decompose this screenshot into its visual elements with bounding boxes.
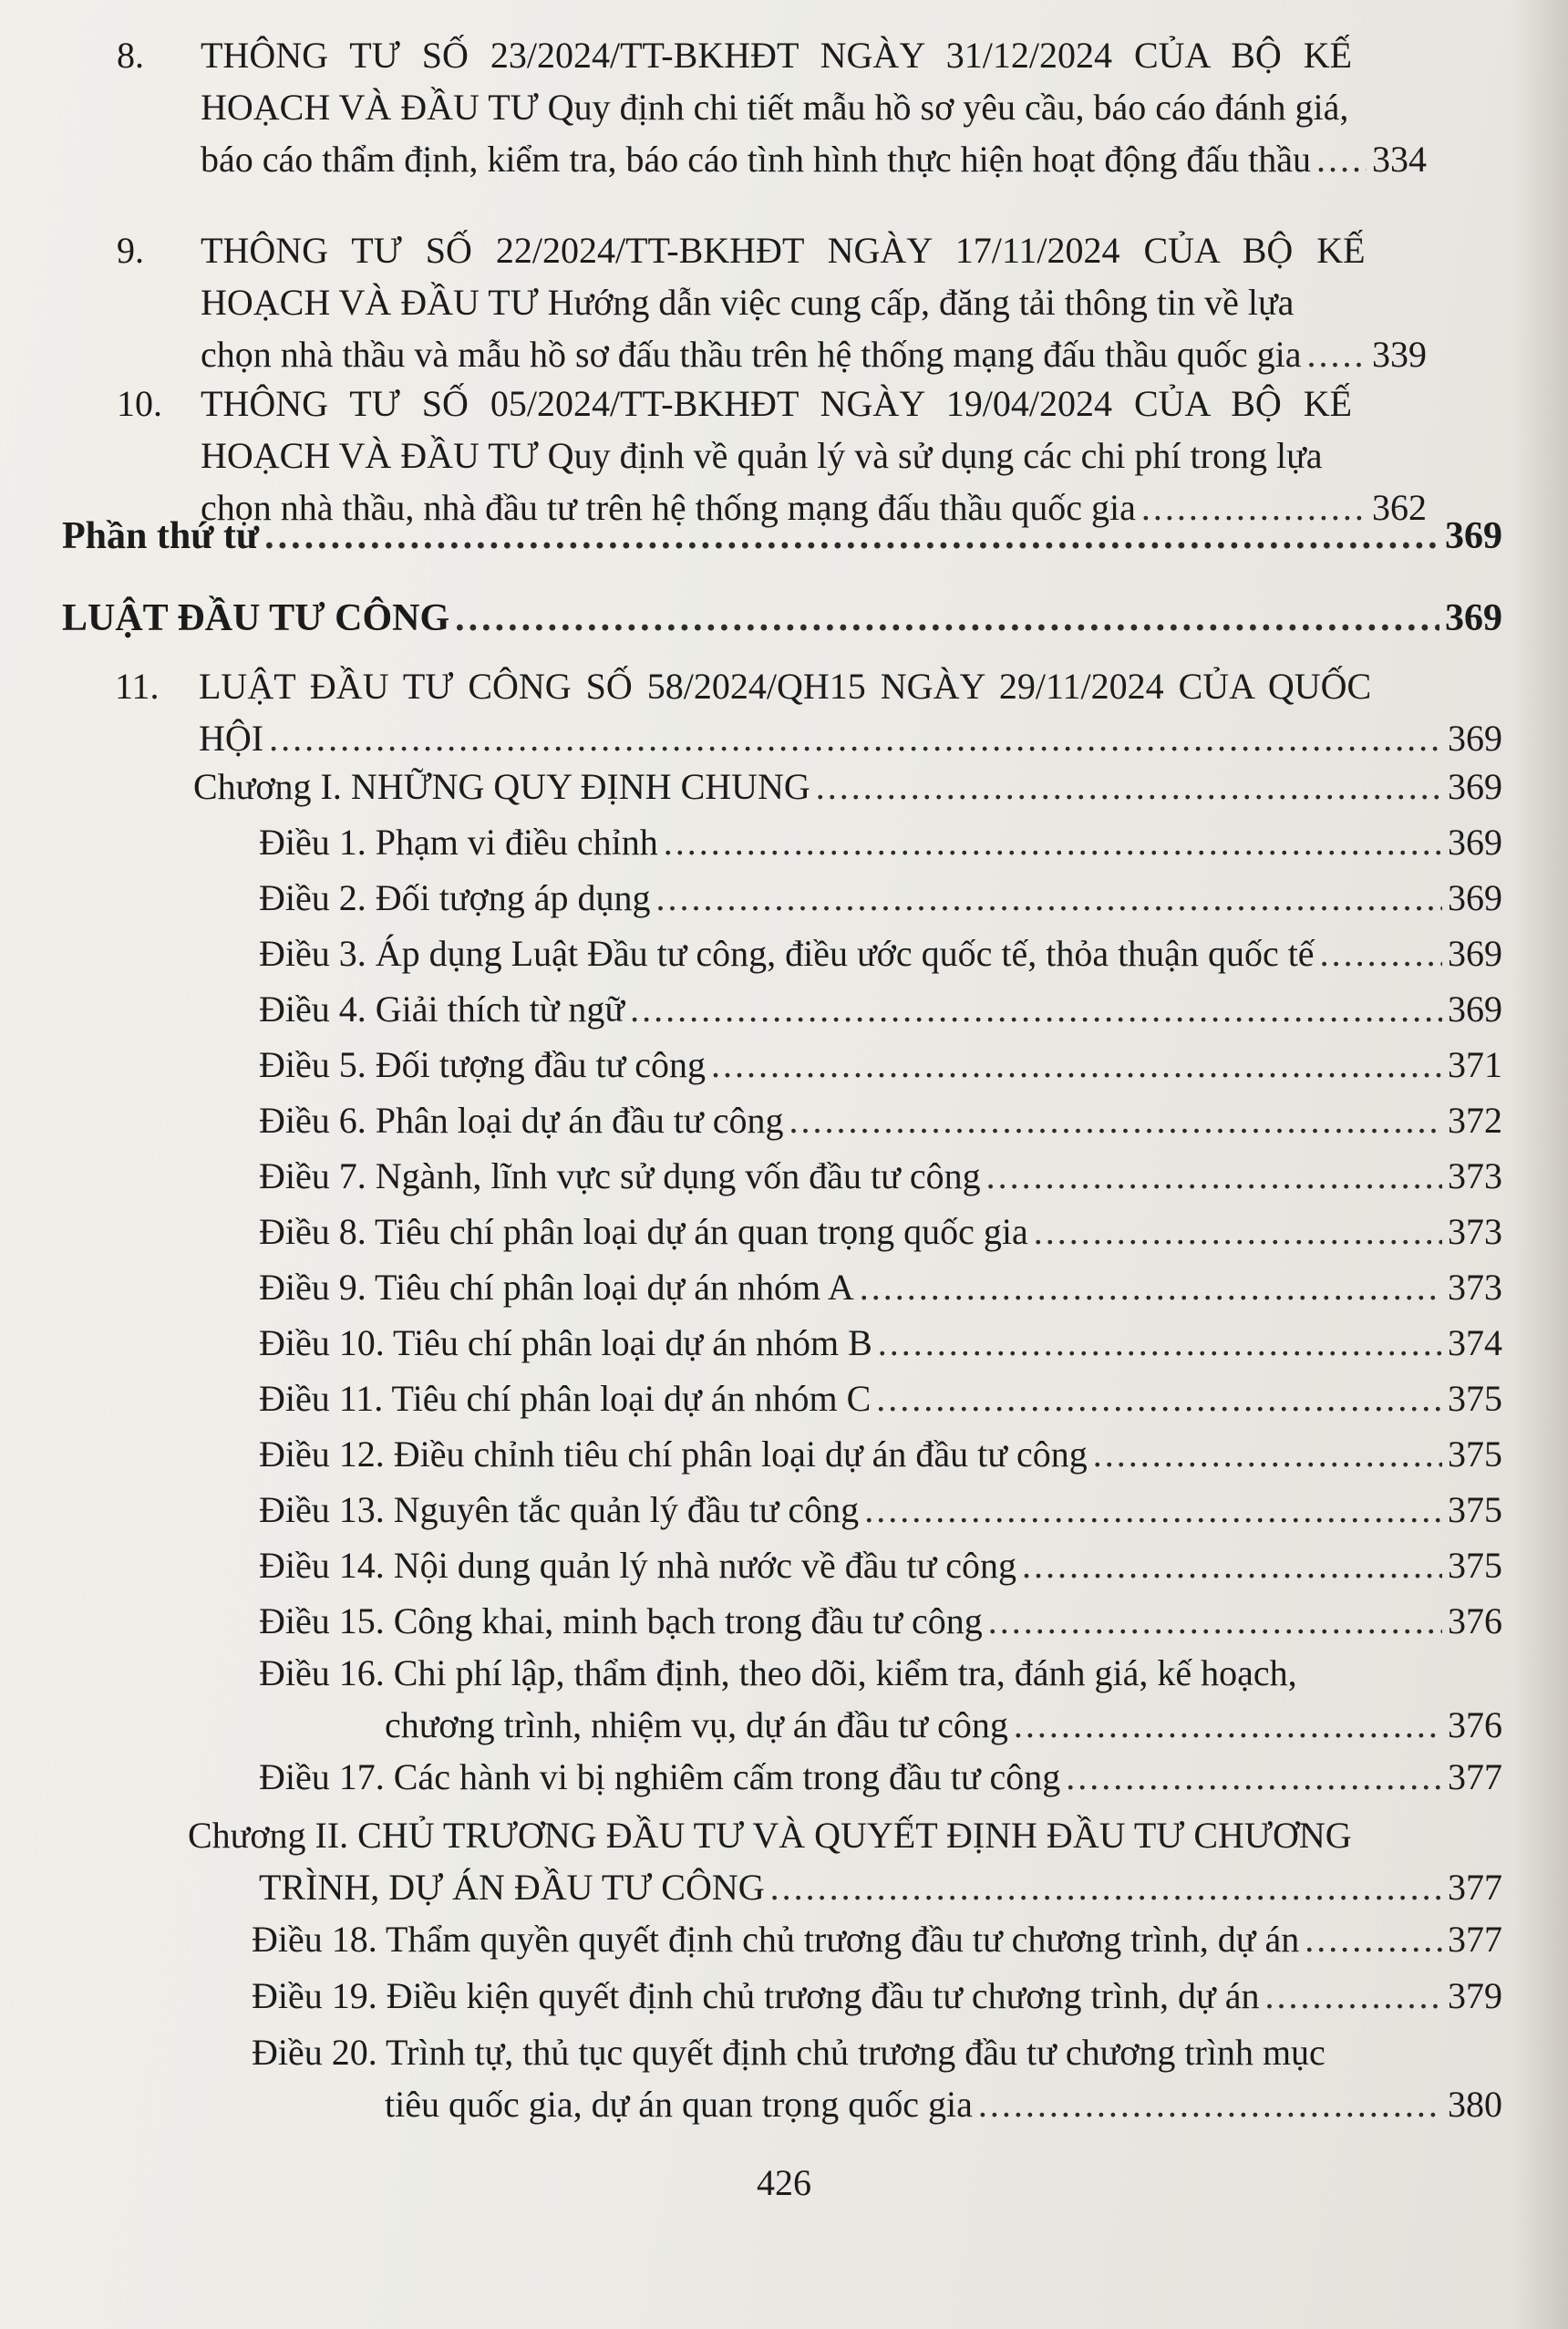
entry-line-2: HỘI [199, 718, 264, 759]
page-number: 374 [1448, 1322, 1502, 1363]
toc-article [259, 927, 1502, 983]
page-number: 377 [1448, 1867, 1502, 1908]
dot-leader [1320, 927, 1442, 979]
article-title: Điều 15. Công khai, minh bạch trong đầu tư công [259, 1600, 983, 1641]
page-number: 371 [1448, 1044, 1502, 1085]
law-title: LUẬT ĐẦU TƯ CÔNG [62, 597, 450, 639]
dot-leader [630, 983, 1442, 1035]
footer-page-number: 426 [757, 2162, 811, 2203]
article-title: Điều 1. Phạm vi điều chỉnh [259, 822, 658, 863]
article-line-2: chương trình, nhiệm vụ, dự án đầu tư công [385, 1704, 1008, 1745]
entry-line-1: THÔNG TƯ SỐ 22/2024/TT-BKHĐT NGÀY 17/11/2024 CỦA BỘ KẾ [201, 230, 1366, 271]
dot-leader [816, 761, 1442, 813]
page-number: 373 [1448, 1155, 1502, 1196]
toc-article [252, 1970, 1502, 2026]
dot-leader [711, 1039, 1442, 1091]
page-number: 377 [1448, 1756, 1502, 1797]
toc-chapter-2 [188, 1809, 1502, 1913]
dot-leader [1066, 1751, 1442, 1803]
dot-leader [1022, 1539, 1442, 1591]
dot-leader [878, 1317, 1442, 1369]
dot-leader [664, 816, 1442, 868]
page-number: 376 [1448, 1600, 1502, 1641]
page-number: 375 [1448, 1489, 1502, 1530]
toc-law-heading [62, 593, 1502, 645]
entry-line-3: chọn nhà thầu và mẫu hồ sơ đấu thầu trên hệ thống mạng đấu thầu quốc gia [201, 334, 1302, 375]
dot-leader [864, 1484, 1442, 1536]
dot-leader [455, 593, 1439, 645]
article-title: Điều 8. Tiêu chí phân loại dự án quan trọng quốc gia [259, 1211, 1028, 1252]
article-title: Điều 7. Ngành, lĩnh vực sử dụng vốn đầu tư công [259, 1155, 981, 1196]
toc-article-16 [259, 1647, 1502, 1751]
page-number: 369 [1448, 718, 1502, 759]
page-number: 380 [1448, 2084, 1502, 2125]
page-number: 376 [1448, 1704, 1502, 1745]
page-number: 369 [1448, 933, 1502, 974]
article-line-1: Điều 20. Trình tự, thủ tục quyết định chủ trương đầu tư chương trình mục [252, 2032, 1326, 2073]
page-number: 339 [1372, 334, 1427, 375]
toc-article [259, 1372, 1502, 1428]
page-number: 372 [1448, 1100, 1502, 1141]
article-line-1: Điều 16. Chi phí lập, thẩm định, theo dõi, kiểm tra, đánh giá, kế hoạch, [259, 1652, 1297, 1693]
part-title: Phần thứ tư [62, 515, 260, 557]
dot-leader [988, 1595, 1442, 1647]
toc-article [259, 816, 1502, 872]
toc-entry-8 [117, 29, 1427, 185]
dot-leader [1093, 1428, 1442, 1480]
dot-leader [1316, 133, 1367, 185]
article-title: Điều 9. Tiêu chí phân loại dự án nhóm A [259, 1267, 854, 1308]
article-title: Điều 4. Giải thích từ ngữ [259, 989, 625, 1030]
dot-leader [264, 511, 1439, 563]
toc-article [259, 1428, 1502, 1484]
chapter-line-2: TRÌNH, DỰ ÁN ĐẦU TƯ CÔNG [259, 1867, 765, 1908]
page-number: 369 [1445, 597, 1502, 639]
dot-leader [269, 712, 1442, 764]
entry-number: 11. [115, 666, 160, 707]
dot-leader [1307, 328, 1367, 380]
toc-article [259, 1484, 1502, 1539]
toc-article [259, 872, 1502, 927]
page-number: 377 [1448, 1919, 1502, 1960]
toc-article [259, 1539, 1502, 1595]
entry-number: 10. [117, 383, 162, 424]
toc-entry-9 [117, 224, 1427, 380]
dot-leader [789, 1094, 1442, 1146]
toc-article [259, 1261, 1502, 1317]
toc-article [252, 1913, 1502, 1970]
entry-line-2: HOẠCH VÀ ĐẦU TƯ Quy định chi tiết mẫu hồ sơ yêu cầu, báo cáo đánh giá, [201, 87, 1349, 128]
dot-leader [770, 1861, 1442, 1913]
page-number: 362 [1372, 487, 1427, 528]
page-number: 369 [1448, 989, 1502, 1030]
dot-leader [876, 1372, 1442, 1424]
toc-part-4 [62, 511, 1502, 563]
page-number: 375 [1448, 1545, 1502, 1586]
toc-article-list-2 [252, 1913, 1502, 2026]
page-number: 375 [1448, 1434, 1502, 1475]
chapter-title: Chương I. NHỮNG QUY ĐỊNH CHUNG [193, 766, 810, 807]
page-number: 334 [1372, 139, 1427, 180]
dot-leader [1265, 1970, 1443, 2022]
article-title: Điều 11. Tiêu chí phân loại dự án nhóm C [259, 1378, 872, 1419]
page-number: 369 [1445, 515, 1502, 557]
article-title: Điều 19. Điều kiện quyết định chủ trương đầu tư chương trình, dự án [252, 1975, 1260, 2016]
dot-leader [860, 1261, 1442, 1313]
page-number: 373 [1448, 1211, 1502, 1252]
toc-article [259, 1595, 1502, 1651]
dot-leader [655, 872, 1442, 924]
article-title: Điều 18. Thẩm quyền quyết định chủ trương đầu tư chương trình, dự án [252, 1919, 1300, 1960]
dot-leader [1034, 1206, 1442, 1258]
entry-number: 9. [117, 230, 144, 271]
toc-article-17 [259, 1751, 1502, 1803]
page-number: 375 [1448, 1378, 1502, 1419]
dot-leader [1305, 1913, 1442, 1965]
toc-article [259, 1039, 1502, 1094]
toc-article [259, 1094, 1502, 1150]
toc-article [259, 983, 1502, 1039]
chapter-line-1: Chương II. CHỦ TRƯƠNG ĐẦU TƯ VÀ QUYẾT ĐỊNH ĐẦU TƯ CHƯƠNG [188, 1815, 1352, 1856]
toc-chapter-1 [193, 761, 1502, 813]
dot-leader [978, 2078, 1442, 2130]
toc-article-20 [252, 2026, 1502, 2130]
toc-article-list [259, 816, 1502, 1651]
entry-line-2: HOẠCH VÀ ĐẦU TƯ Hướng dẫn việc cung cấp, đăng tải thông tin về lựa [201, 282, 1295, 323]
toc-entry-11 [115, 660, 1502, 764]
entry-line-3: báo cáo thẩm định, kiểm tra, báo cáo tình hình thực hiện hoạt động đấu thầu [201, 139, 1312, 180]
toc-article [259, 1206, 1502, 1261]
entry-line-1: THÔNG TƯ SỐ 23/2024/TT-BKHĐT NGÀY 31/12/2024 CỦA BỘ KẾ [201, 35, 1353, 76]
entry-line-1: LUẬT ĐẦU TƯ CÔNG SỐ 58/2024/QH15 NGÀY 29/11/2024 CỦA QUỐC [199, 666, 1372, 707]
page-number: 373 [1448, 1267, 1502, 1308]
dot-leader [1014, 1699, 1442, 1751]
article-line-2: tiêu quốc gia, dự án quan trọng quốc gia [385, 2084, 973, 2125]
page-number: 369 [1448, 822, 1502, 863]
entry-line-3: chọn nhà thầu, nhà đầu tư trên hệ thống mạng đấu thầu quốc gia [201, 487, 1136, 528]
page-number: 379 [1448, 1975, 1502, 2016]
article-title: Điều 14. Nội dung quản lý nhà nước về đầu tư công [259, 1545, 1017, 1586]
article-title: Điều 12. Điều chỉnh tiêu chí phân loại dự án đầu tư công [259, 1434, 1088, 1475]
entry-line-1: THÔNG TƯ SỐ 05/2024/TT-BKHĐT NGÀY 19/04/2024 CỦA BỘ KẾ [201, 383, 1353, 424]
article-title: Điều 17. Các hành vi bị nghiêm cấm trong đầu tư công [259, 1756, 1061, 1797]
entry-line-2: HOẠCH VÀ ĐẦU TƯ Quy định về quản lý và sử dụng các chi phí trong lựa [201, 435, 1323, 476]
article-title: Điều 5. Đối tượng đầu tư công [259, 1044, 706, 1085]
page-number: 369 [1448, 766, 1502, 807]
toc-article [259, 1317, 1502, 1372]
entry-number: 8. [117, 35, 144, 76]
page-number: 369 [1448, 877, 1502, 918]
article-title: Điều 10. Tiêu chí phân loại dự án nhóm B [259, 1322, 872, 1363]
article-title: Điều 13. Nguyên tắc quản lý đầu tư công [259, 1489, 860, 1530]
article-title: Điều 6. Phân loại dự án đầu tư công [259, 1100, 784, 1141]
article-title: Điều 2. Đối tượng áp dụng [259, 877, 651, 918]
article-title: Điều 3. Áp dụng Luật Đầu tư công, điều ước quốc tế, thỏa thuận quốc tế [259, 933, 1315, 974]
toc-article [259, 1150, 1502, 1206]
dot-leader [986, 1150, 1442, 1202]
